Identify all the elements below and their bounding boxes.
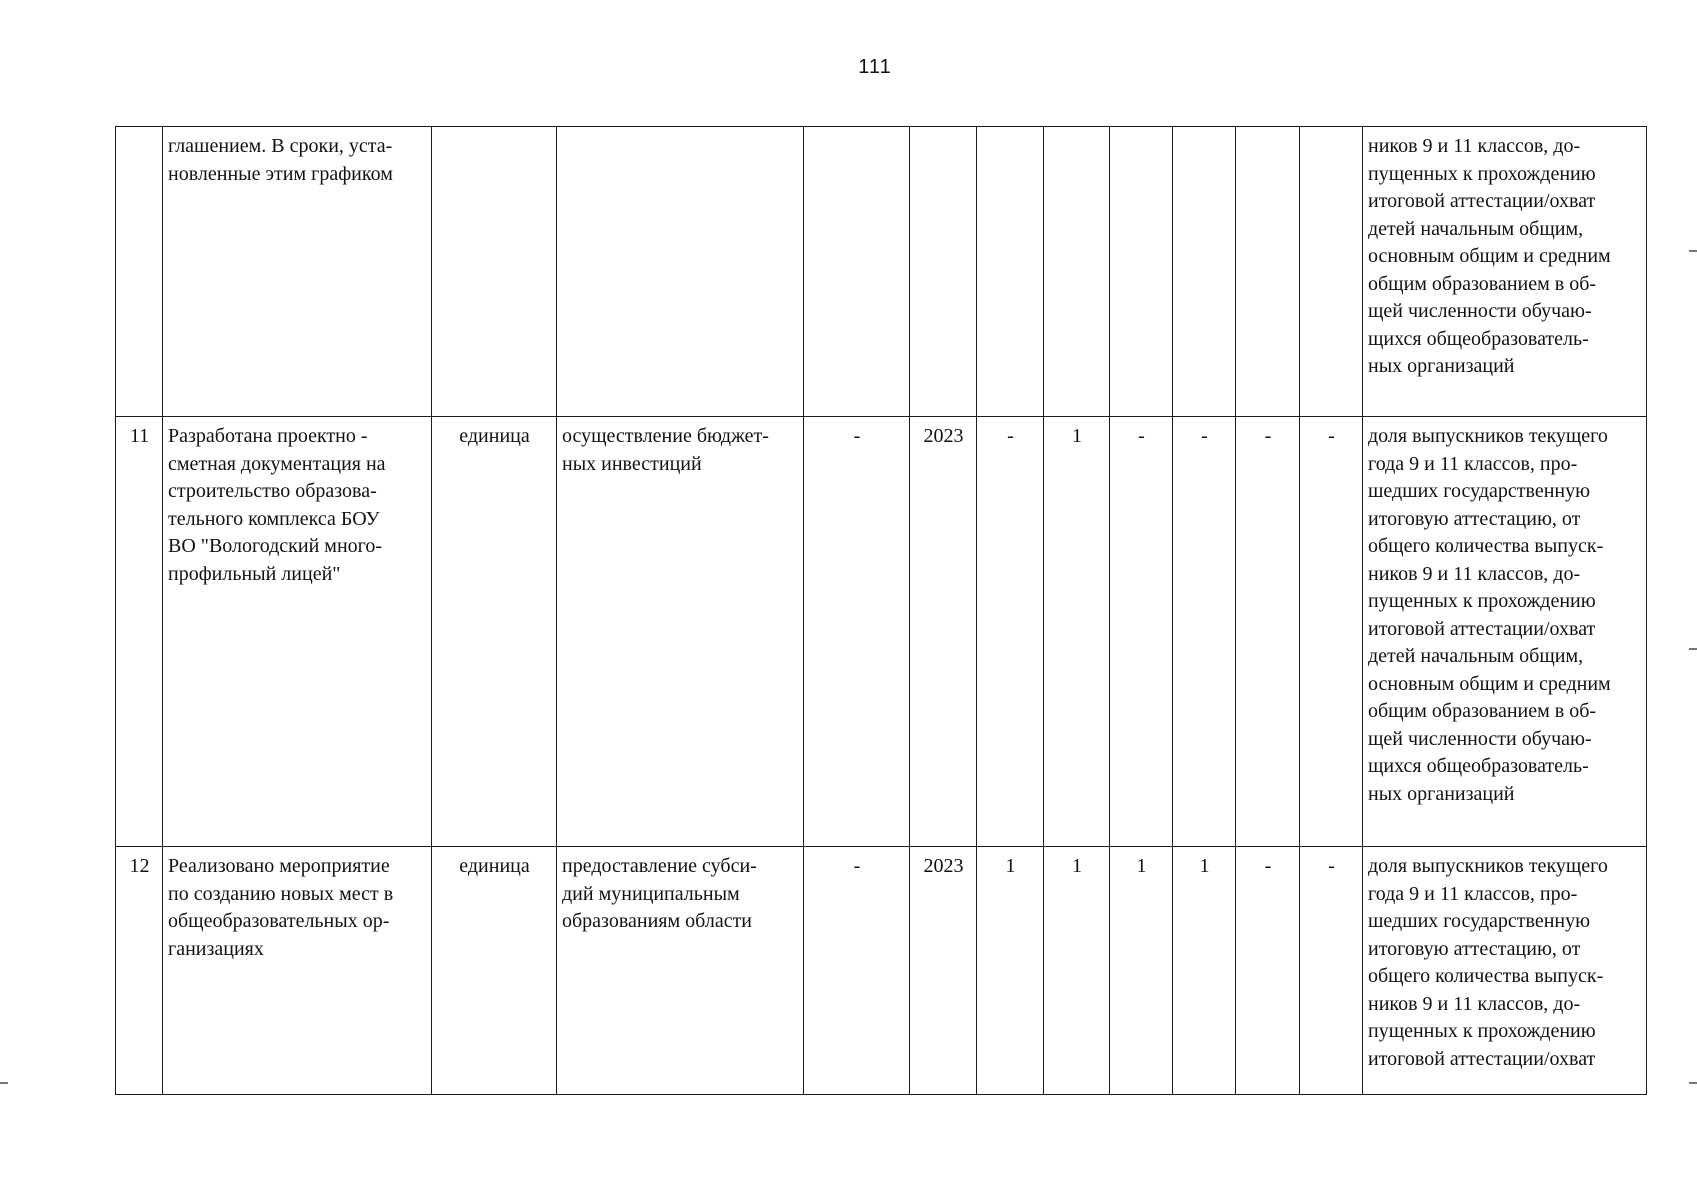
value-5: - — [1264, 425, 1272, 447]
result-name-cell — [163, 417, 432, 847]
indicator-cell — [1363, 847, 1647, 1095]
unit-cell — [432, 847, 557, 1095]
table-row — [116, 847, 1647, 1095]
value-cell-1 — [977, 417, 1044, 847]
base-value-cell — [804, 127, 910, 417]
value-1: - — [1007, 425, 1014, 447]
result-name-cell — [163, 847, 432, 1095]
value-cell-4 — [1173, 847, 1236, 1095]
row-number-cell — [116, 847, 163, 1095]
result-name: глашением. В сроки, уста- новленные этим графиком — [168, 135, 393, 185]
margin-mark-right-3 — [1689, 1082, 1697, 1084]
indicator-text: ников 9 и 11 классов, до- пущенных к прохождению итоговой аттестации/охват детей начальным общим, основным общим и средним общим образованием в об- щей численности обучаю- щихся общеобразователь- ных организаций — [1368, 135, 1611, 377]
value-3: - — [1138, 425, 1145, 447]
value-cell-1 — [977, 847, 1044, 1095]
unit: единица — [459, 425, 530, 447]
value-cell-4 — [1173, 417, 1236, 847]
table-row — [116, 417, 1647, 847]
value-cell-2 — [1044, 847, 1110, 1095]
base-value-cell — [804, 417, 910, 847]
value-cell-6 — [1300, 417, 1363, 847]
result-name: Реализовано мероприятие по созданию новых мест в общеобразовательных ор- ганизациях — [168, 855, 394, 960]
value-cell-3 — [1110, 127, 1173, 417]
indicator-cell — [1363, 127, 1647, 417]
mechanism: осуществление бюджет- ных инвестиций — [562, 425, 769, 475]
mechanism-cell — [557, 847, 804, 1095]
mechanism: предоставление субси- дий муниципальным образованиям области — [562, 855, 757, 932]
indicator-text: доля выпускников текущего года 9 и 11 классов, про- шедших государственную итоговую аттестацию, от общего количества выпуск- ников 9 и 11 классов, до- пущенных к прохождению итоговой аттестации/охват детей начальным общим, основным общим и средним общим образованием в об- щей численности обучаю- щихся общеобразователь- ных организаций — [1368, 425, 1611, 805]
base-value-cell — [804, 847, 910, 1095]
row-number: 12 — [129, 855, 150, 877]
row-number: 11 — [129, 425, 150, 447]
value-6: - — [1328, 855, 1335, 877]
year-cell — [910, 847, 977, 1095]
value-cell-2 — [1044, 127, 1110, 417]
row-number-cell — [116, 417, 163, 847]
value-cell-5 — [1236, 847, 1300, 1095]
margin-mark-right-1 — [1689, 250, 1697, 252]
value-cell-6 — [1300, 847, 1363, 1095]
value-5: - — [1264, 855, 1272, 877]
value-2: 1 — [1072, 855, 1082, 877]
value-3: 1 — [1136, 855, 1147, 877]
base-value: - — [853, 855, 861, 877]
value-1: 1 — [1005, 855, 1016, 877]
value-cell-2 — [1044, 417, 1110, 847]
year: 2023 — [923, 425, 964, 447]
unit-cell — [432, 417, 557, 847]
unit-cell — [432, 127, 557, 417]
year-cell — [910, 127, 977, 417]
value-cell-3 — [1110, 847, 1173, 1095]
value-cell-3 — [1110, 417, 1173, 847]
year: 2023 — [923, 855, 964, 877]
margin-mark-left — [0, 1082, 8, 1084]
indicator-text: доля выпускников текущего года 9 и 11 классов, про- шедших государственную итоговую аттестацию, от общего количества выпуск- ников 9 и 11 классов, до- пущенных к прохождению итоговой аттестации/охват — [1368, 855, 1608, 1070]
value-4: - — [1201, 425, 1208, 447]
table-row — [116, 127, 1647, 417]
year-cell — [910, 417, 977, 847]
result-name-cell — [163, 127, 432, 417]
value-cell-4 — [1173, 127, 1236, 417]
value-4: 1 — [1199, 855, 1210, 877]
mechanism-cell — [557, 127, 804, 417]
indicator-cell — [1363, 417, 1647, 847]
result-name: Разработана проектно - сметная документация на строительство образова- тельного комплекса БОУ ВО "Вологодский много- профильный лицей" — [168, 425, 386, 585]
data-table — [115, 126, 1647, 1095]
value-cell-5 — [1236, 127, 1300, 417]
base-value: - — [853, 425, 861, 447]
value-2: 1 — [1072, 425, 1082, 447]
value-cell-6 — [1300, 127, 1363, 417]
margin-mark-right-2 — [1689, 648, 1697, 650]
unit: единица — [459, 855, 530, 877]
mechanism-cell — [557, 417, 804, 847]
value-cell-5 — [1236, 417, 1300, 847]
page-number: 111 — [858, 56, 892, 78]
value-cell-1 — [977, 127, 1044, 417]
value-6: - — [1328, 425, 1335, 447]
row-number-cell — [116, 127, 163, 417]
